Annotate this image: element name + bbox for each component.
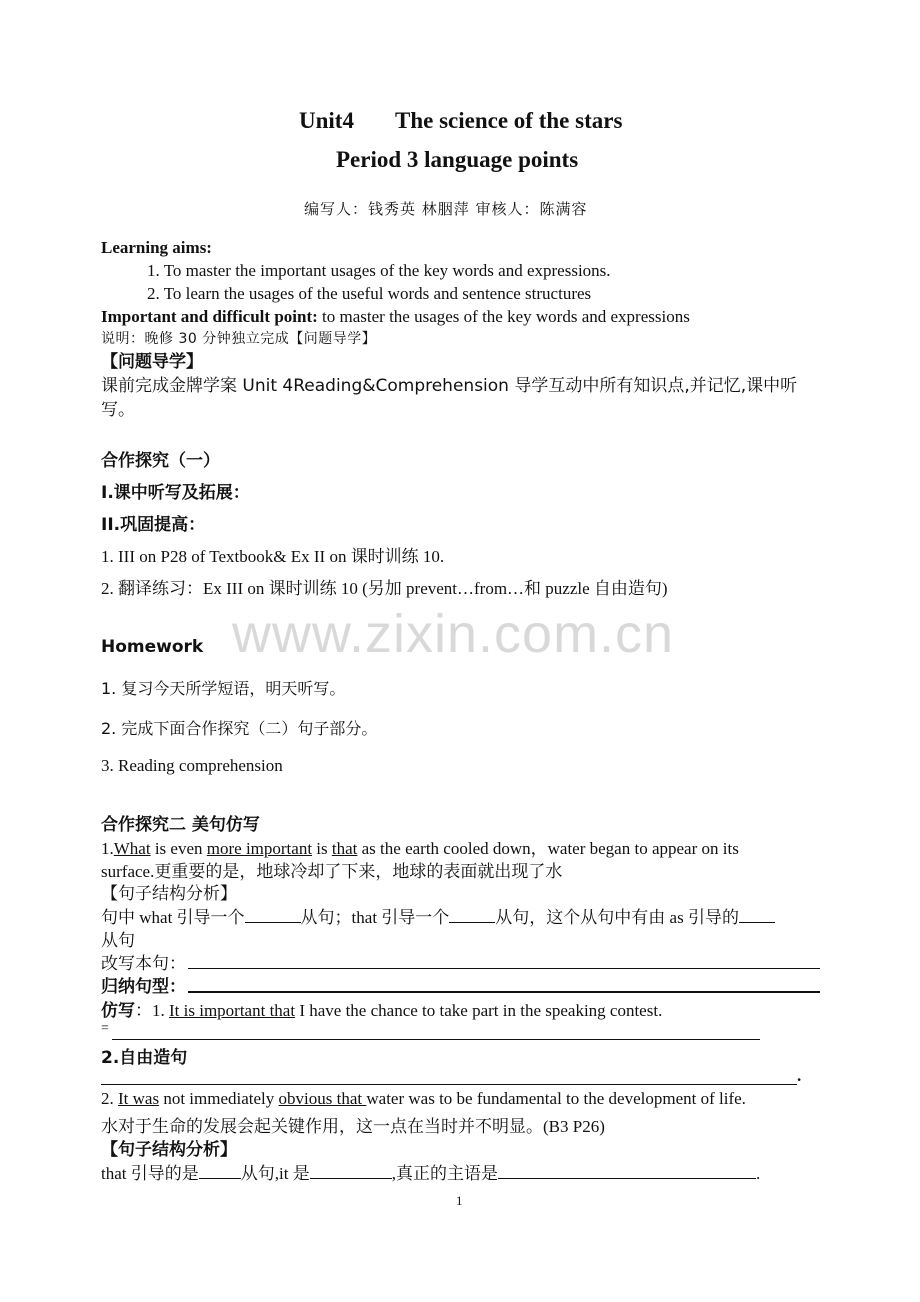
analysis-1-part-1: 句中 what 引导一个 bbox=[101, 908, 245, 927]
title-unit: Unit4 bbox=[299, 108, 354, 133]
rewrite-answer-line[interactable] bbox=[188, 968, 820, 969]
authors-line: 编写人：钱秀英 林胭萍 审核人：陈满容 bbox=[304, 200, 588, 218]
rewrite-label: 改写本句： bbox=[101, 954, 186, 974]
equals-sign: = bbox=[101, 1021, 109, 1036]
guide-heading: 【问题导学】 bbox=[101, 352, 203, 372]
coop1-sub-2: II.巩固提高： bbox=[101, 515, 206, 535]
sentence-2-line-2: 水对于生命的发展会起关键作用，这一点在当时并不明显。(B3 P26) bbox=[101, 1117, 605, 1136]
homework-item-3: 3. Reading comprehension bbox=[101, 756, 283, 775]
coop1-exercise-1: 1. III on P28 of Textbook& Ex II on 课时训练 10. bbox=[101, 547, 445, 566]
sentence-2-it-was: It was bbox=[118, 1089, 160, 1108]
title-topic: The science of the stars bbox=[395, 108, 623, 133]
blank-what-clause[interactable] bbox=[245, 905, 301, 923]
aim-item-2: 2. To learn the usages of the useful words and sentence structures bbox=[147, 284, 592, 303]
aim-item-1: 1. To master the important usages of the key words and expressions. bbox=[147, 261, 611, 280]
analysis-2-part-2: 从句,it 是 bbox=[240, 1164, 310, 1183]
key-point-text: to master the usages of the key words and expressions bbox=[317, 307, 690, 326]
analysis-1-line-2: 从句 bbox=[101, 931, 135, 950]
blank-real-subject[interactable] bbox=[498, 1161, 756, 1179]
sentence-1-what: What bbox=[113, 839, 151, 858]
blank-as-clause[interactable] bbox=[739, 905, 775, 923]
pattern-label: 归纳句型： bbox=[101, 977, 186, 997]
imitate-answer-line[interactable] bbox=[112, 1039, 760, 1040]
analysis-2-part-3: ,真正的主语是 bbox=[391, 1164, 498, 1183]
imitate-part-b: I have the chance to take part in the speaking contest. bbox=[295, 1001, 663, 1020]
guide-line-1: 课前完成金牌学案 Unit 4Reading&Comprehension 导学互动中所有知识点,并记忆,课中听 bbox=[101, 376, 798, 396]
sentence-1-part-c: as the earth cooled down，water began to appear on its bbox=[357, 839, 739, 858]
period-title: Period 3 language points bbox=[336, 147, 579, 172]
sentence-1-line-1 bbox=[101, 834, 739, 859]
imitate-line bbox=[101, 996, 662, 1021]
analysis-1-part-3: 从句，这个从句中有由 as 引导的 bbox=[495, 908, 739, 927]
key-point-label: Important and difficult point: bbox=[101, 307, 318, 326]
homework-heading: Homework bbox=[101, 637, 204, 657]
sentence-1-part-a: is even bbox=[150, 839, 207, 858]
sentence-2-line-1 bbox=[101, 1089, 746, 1109]
blank-it-role[interactable] bbox=[310, 1161, 392, 1179]
learning-aims-heading: Learning aims: bbox=[101, 238, 212, 257]
imitate-label: 仿写 bbox=[101, 1001, 135, 1021]
key-point-line bbox=[101, 307, 690, 327]
coop1-exercise-2: 2. 翻译练习：Ex III on 课时训练 10 (另加 prevent…from…和 puzzle 自由造句) bbox=[101, 579, 668, 598]
homework-item-1: 1. 复习今天所学短语，明天听写。 bbox=[101, 679, 346, 698]
sentence-2-part-a: not immediately bbox=[159, 1089, 279, 1108]
analysis-2-heading: 【句子结构分析】 bbox=[101, 1140, 237, 1160]
blank-that-clause-type[interactable] bbox=[199, 1161, 241, 1179]
sentence-1-line-2: surface.更重要的是，地球冷却了下来，地球的表面就出现了水 bbox=[101, 862, 563, 881]
analysis-1-heading: 【句子结构分析】 bbox=[101, 884, 237, 904]
watermark: www.zixin.com.cn bbox=[232, 604, 675, 664]
sentence-1-that: that bbox=[331, 839, 358, 858]
free-sentence-period: . bbox=[797, 1066, 802, 1085]
instruction-note: 说明：晚修 30 分钟独立完成【问题导学】 bbox=[101, 331, 377, 347]
imitate-part-a: ：1. bbox=[135, 1001, 169, 1020]
analysis-2-part-1: that 引导的是 bbox=[101, 1164, 199, 1183]
sentence-1-more-important: more important bbox=[206, 839, 313, 858]
sentence-2-obvious-that: obvious that bbox=[278, 1089, 367, 1108]
page-number: 1 bbox=[456, 1193, 463, 1208]
sentence-1-number: 1. bbox=[101, 839, 114, 858]
analysis-2-line bbox=[101, 1159, 760, 1184]
homework-item-2: 2. 完成下面合作探究（二）句子部分。 bbox=[101, 719, 378, 738]
analysis-2-end: . bbox=[755, 1164, 761, 1183]
coop2-heading: 合作探究二 美句仿写 bbox=[101, 815, 260, 835]
analysis-1-line-1 bbox=[101, 903, 775, 928]
guide-line-2: 写。 bbox=[101, 400, 135, 420]
imitate-underlined-phrase: It is important that bbox=[169, 1001, 296, 1020]
sentence-1-part-b: is bbox=[312, 839, 332, 858]
sentence-2-part-b: water was to be fundamental to the development of life. bbox=[366, 1089, 746, 1108]
sentence-2-number: 2. bbox=[101, 1089, 118, 1108]
free-sentence-label: 2.自由造句 bbox=[101, 1048, 188, 1068]
analysis-1-part-2: 从句；that 引导一个 bbox=[300, 908, 450, 927]
free-sentence-answer-line[interactable] bbox=[101, 1084, 797, 1085]
pattern-answer-line[interactable] bbox=[188, 991, 820, 993]
coop1-heading: 合作探究（一） bbox=[101, 451, 220, 471]
blank-that-clause[interactable] bbox=[449, 905, 495, 923]
coop1-sub-1: I.课中听写及拓展： bbox=[101, 483, 250, 503]
